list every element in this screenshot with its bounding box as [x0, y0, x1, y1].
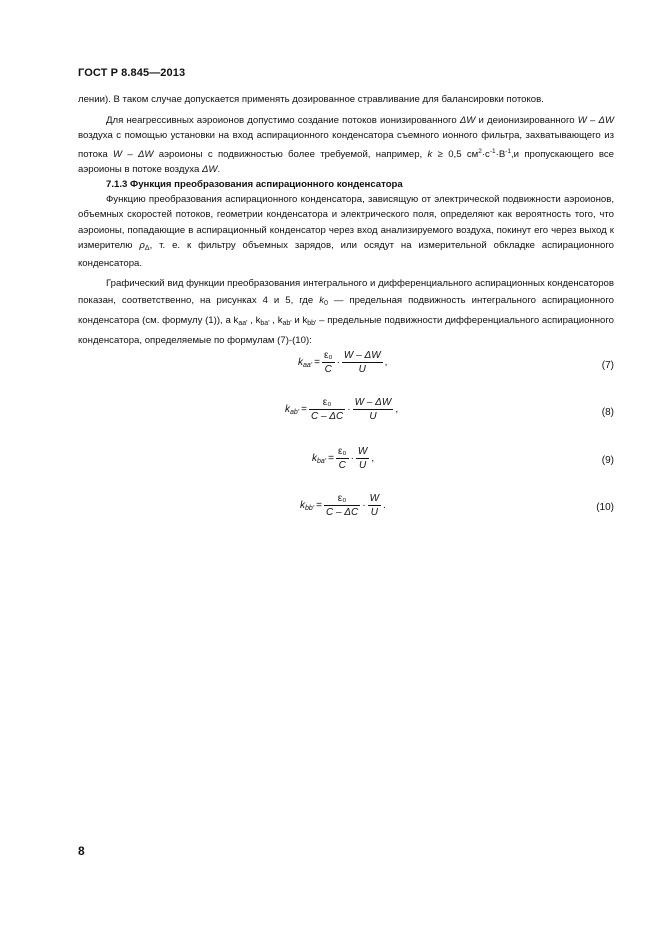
fraction — [368, 493, 381, 518]
math-var: k — [302, 315, 308, 327]
equation-number-9: (9) — [601, 455, 614, 466]
multiply-dot: · — [350, 453, 354, 464]
text-run: Графический вид функции преобразования интегрального и дифференциального аспирационных конденсаторов показан, соответственно, на рисунках 4 и 5, где — [78, 278, 614, 307]
paragraph-1: лении). В таком случае допускается применять дозированное стравливание для балансировки потоков. — [78, 94, 544, 105]
multiply-dot: · — [336, 357, 340, 368]
math-var: ρ — [139, 239, 145, 251]
denominator: C — [338, 460, 346, 471]
formula-7 — [298, 350, 387, 375]
text-run: ≥ 0,5 см — [432, 148, 479, 160]
formula-9 — [312, 446, 374, 471]
equals-sign: = — [316, 500, 322, 511]
fraction — [324, 493, 360, 518]
subscript: ab' — [290, 408, 300, 416]
fraction — [336, 446, 349, 471]
text-run: , — [269, 315, 278, 327]
punctuation: , — [384, 357, 388, 368]
numerator: ε₀ — [324, 493, 360, 506]
subscript: ba' — [260, 320, 270, 328]
numerator: ε₀ — [337, 446, 347, 457]
text-run: воздуха с помощью установки на вход аспирационного конденсатора съемного ионного фильтра, захватывающего из потока — [78, 130, 614, 160]
numerator: W – ΔW — [343, 350, 381, 361]
math-var: k — [255, 315, 261, 327]
math-var: ΔW — [201, 163, 218, 175]
punctuation: , — [371, 453, 375, 464]
math-var: k — [319, 295, 324, 307]
subscript: ab' — [282, 320, 292, 328]
subscript: bb' — [305, 504, 315, 512]
denominator: U — [359, 460, 367, 471]
denominator: U — [369, 411, 377, 422]
numerator: W – ΔW — [354, 397, 392, 408]
equation-number-8: (8) — [601, 407, 614, 418]
equals-sign: = — [301, 404, 307, 415]
equals-sign: = — [314, 357, 320, 368]
superscript: 2 — [478, 147, 482, 155]
denominator: U — [370, 507, 378, 518]
equation-number-10: (10) — [596, 502, 614, 513]
text-run: Для неагрессивных аэроионов допустимо создание потоков ионизированного — [106, 115, 460, 127]
denominator: U — [358, 364, 366, 375]
text-run: . — [217, 163, 221, 175]
multiply-dot: · — [347, 404, 351, 415]
punctuation: . — [383, 500, 386, 511]
equals-sign: = — [328, 453, 334, 464]
numerator: ε₀ — [309, 397, 345, 410]
fraction — [353, 397, 394, 422]
fraction — [342, 350, 383, 375]
math-var: k — [285, 403, 290, 415]
text-run: аэроионы с подвижностью более требуемой, например, — [153, 148, 428, 160]
body-text — [78, 92, 614, 349]
numerator: W — [357, 446, 368, 457]
text-run: и — [291, 315, 303, 327]
formula-10 — [300, 493, 386, 518]
text-run: ·с — [481, 148, 490, 160]
paragraph-4 — [78, 275, 614, 349]
math-var: ΔW — [459, 115, 476, 127]
fraction — [309, 397, 345, 422]
text-run: – предельные подвижности дифференциального аспирационного конденсатора, определяемые по формулам (7)-(10): — [78, 315, 615, 347]
subscript: Δ — [144, 244, 150, 252]
text-run: , т. е. к фильтру объемных зарядов, или осядут на измерительной обкладке аспирационного конденсатора. — [78, 239, 614, 270]
fraction — [322, 350, 335, 375]
denominator: C — [324, 364, 332, 375]
text-run: — предельная подвижность интегрального аспирационного конденсатора (см. формулу (1)), а — [78, 295, 615, 327]
math-var: k — [427, 148, 433, 160]
section-heading: 7.1.3 Функция преобразования аспирационного конденсатора — [106, 179, 403, 191]
subscript: 0 — [323, 300, 328, 308]
subscript: aa' — [303, 361, 313, 369]
text-run: ,и пропускающего все аэроионы в потоке воздуха — [78, 148, 614, 175]
math-var: k — [233, 315, 239, 327]
math-var: k — [312, 452, 317, 464]
math-var: W – ΔW — [112, 148, 154, 160]
page-number: 8 — [78, 844, 85, 858]
punctuation: , — [395, 404, 399, 415]
superscript: -1 — [489, 147, 496, 155]
math-var: W – ΔW — [577, 115, 615, 127]
paragraph-3 — [78, 192, 614, 271]
numerator: ε₀ — [323, 350, 333, 361]
denominator: C – ΔC — [325, 507, 359, 518]
subscript: ba' — [317, 457, 327, 465]
document-header: ГОСТ Р 8.845—2013 — [78, 67, 186, 79]
superscript: -1 — [505, 147, 512, 155]
paragraph-2 — [78, 113, 614, 177]
text-run: , — [247, 315, 256, 327]
text-run: и деионизированного — [475, 115, 578, 127]
text-run: ·В — [495, 148, 506, 160]
text-run: Функцию преобразования аспирационного конденсатора, зависящую от электрической подвижности аэроионов, объемных скоростей потоков, геометрии конденсатора и электрического поля, определяют как вероятность того, что аэроионы, попадающие в аспирационный конденсатор через вход анализируемого воздуха, покинут его через выход к измерителю — [78, 194, 614, 251]
formula-8 — [285, 397, 398, 422]
numerator: W — [369, 493, 380, 504]
subscript: bb' — [307, 320, 317, 328]
math-var: k — [277, 315, 283, 327]
equation-number-7: (7) — [601, 360, 614, 371]
multiply-dot: · — [362, 500, 366, 511]
math-var: k — [298, 356, 303, 368]
denominator: C – ΔC — [310, 411, 344, 422]
fraction — [356, 446, 369, 471]
subscript: aa' — [238, 320, 248, 328]
math-var: k — [300, 499, 305, 511]
